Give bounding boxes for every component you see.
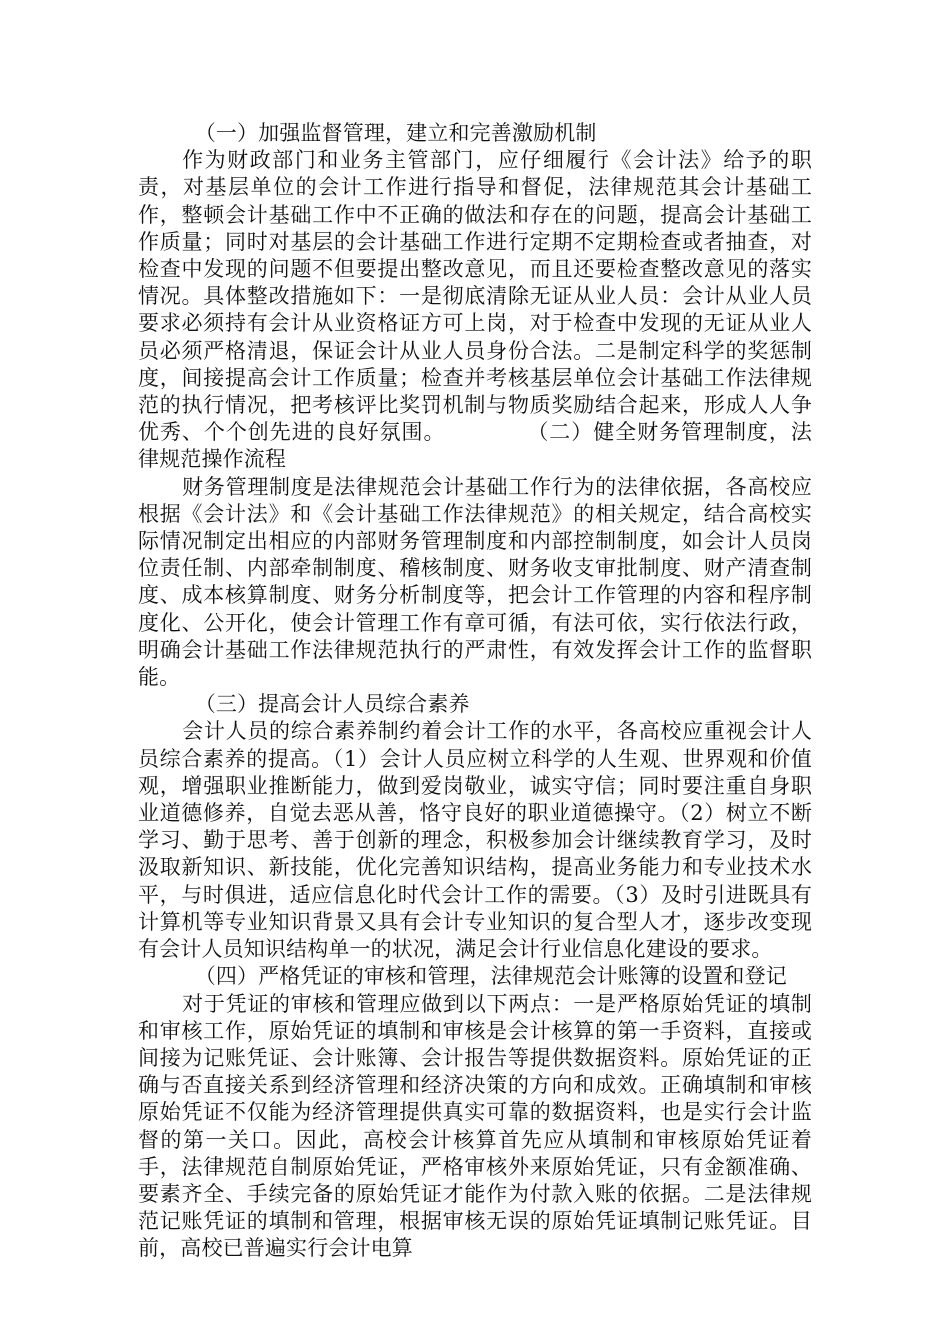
section-1-paragraph <box>138 147 812 473</box>
section-1-heading: （一）加强监督管理，建立和完善激励机制 <box>194 121 597 145</box>
section-3-body: 会计人员的综合素养制约着会计工作的水平，各高校应重视会计人员综合素养的提高。（1）会计人员应树立科学的人生观、世界观和价值观，增强职业推断能力，做到爱岗敬业，诚实守信；同时要注重自身职业道德修养，自觉去恶从善，恪守良好的职业道德操守。（2）树立不断学习、勤于思考、善于创新的理念，积极参加会计继续教育学习，及时汲取新知识、新技能，优化完善知识结构，提高业务能力和专业技术水平，与时俱进，适应信息化时代会计工作的需要。（3）及时引进既具有计算机等专业知识背景又具有会计专业知识的复合型人才，逐步改变现有会计人员知识结构单一的状况，满足会计行业信息化建设的要求。 <box>138 719 812 962</box>
section-1-body: 作为财政部门和业务主管部门，应仔细履行《会计法》给予的职责，对基层单位的会计工作进行指导和督促，法律规范其会计基础工作，整顿会计基础工作中不正确的做法和存在的问题，提高会计基础工作质量；同时对基层的会计基础工作进行定期不定期检查或者抽查，对检查中发现的问题不但要提出整改意见，而且还要检查整改意见的落实情况。具体整改措施如下：一是彻底清除无证从业人员：会计从业人员要求必须持有会计从业资格证方可上岗，对于检查中发现的无证从业人员必须严格清退，保证会计从业人员身份合法。二是制定科学的奖惩制度，间接提高会计工作质量；检查并考核基层单位会计基础工作法律规范的执行情况，把考核评比奖罚机制与物质奖励结合起来，形成人人争优秀、个个创先进的良好氛围。 <box>138 148 812 445</box>
section-4-body: 对于凭证的审核和管理应做到以下两点：一是严格原始凭证的填制和审核工作，原始凭证的填制和审核是会计核算的第一手资料，直接或间接为记账凭证、会计账簿、会计报告等提供数据资料。原始凭证的正确与否直接关系到经济管理和经济决策的方向和成效。正确填制和审核原始凭证不仅能为经济管理提供真实可靠的数据资料，也是实行会计监督的第一关口。因此，高校会计核算首先应从填制和审核原始凭证着手，法律规范自制原始凭证，严格审核外来原始凭证，只有金额准确、要素齐全、手续完备的原始凭证才能作为付款入账的依据。二是法律规范记账凭证的填制和管理，根据审核无误的原始凭证填制记账凭证。目前，高校已普遍实行会计电算 <box>138 991 812 1261</box>
section-4-heading: （四）严格凭证的审核和管理，法律规范会计账簿的设置和登记 <box>194 964 787 989</box>
section-3-heading: （三）提高会计人员综合素养 <box>194 692 470 717</box>
section-2-body: 财务管理制度是法律规范会计基础工作行为的法律依据，各高校应根据《会计法》和《会计基础工作法律规范》的相关规定，结合高校实际情况制定出相应的内部财务管理制度和内部控制制度，如会计人员岗位责任制、内部牵制制度、稽核制度、财务收支审批制度、财产清查制度、成本核算制度、财务分析制度等，把会计工作管理的内容和程序制度化、公开化，使会计管理工作有章可循，有法可依，实行依法行政，明确会计基础工作法律规范执行的严肃性，有效发挥会计工作的监督职能。 <box>138 474 812 690</box>
document-page <box>138 120 812 1263</box>
section-2-heading: （二）健全财务管理制度，法律规范操作流程 <box>138 420 812 472</box>
